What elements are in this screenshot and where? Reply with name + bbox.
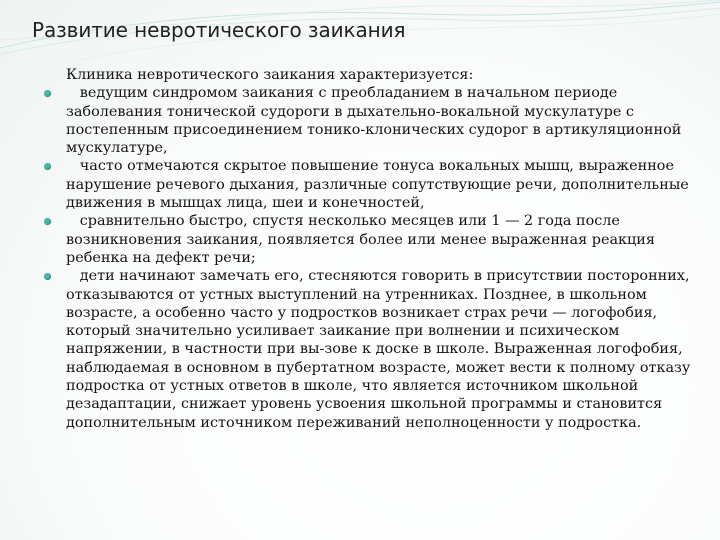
slide-content bbox=[40, 66, 710, 534]
list-item bbox=[40, 157, 710, 212]
list-item bbox=[40, 267, 710, 432]
bullet-dot-icon bbox=[44, 273, 51, 280]
list-item bbox=[40, 212, 710, 267]
bullet-dot-icon bbox=[44, 90, 51, 97]
bullet-text: дети начинают замечать его, стесняются говорить в присутствии посторонних, отказываются от устных выступлений на утренниках. Позднее, в школьном возрасте, а особенно часто у подростков возникает страх речи — логофобия, который значительно усиливает заикание при волнении и психическом напряжении, в частности при вы-зове к доске в школе. Выраженная логофобия, наблюдаемая в основном в пубертатном возрасте, может вести к полному отказу подростка от устных ответов в школе, что является источником школьной дезадаптации, снижает уровень усвоения школьной программы и становится дополнительным источником переживаний неполноценности у подростка. bbox=[66, 268, 691, 431]
bullet-dot-icon bbox=[44, 163, 51, 170]
bullet-list bbox=[40, 84, 710, 432]
bullet-dot-icon bbox=[44, 218, 51, 225]
bullet-text: сравнительно быстро, спустя несколько месяцев или 1 — 2 года после возникновения заикания, появляется более или менее выраженная реакция ребенка на дефект речи; bbox=[66, 213, 655, 266]
bullet-text: ведущим синдромом заикания с преобладанием в начальном периоде заболевания тонической судороги в дыхательно-вокальной мускулатуре с постепенным присоединением тонико-клонических судорог в артикуляционной мускулатуре, bbox=[66, 85, 682, 157]
intro-text: Клиника невротического заикания характеризуется: bbox=[66, 67, 474, 83]
slide-title: Развитие невротического заикания bbox=[32, 18, 406, 42]
bullet-text: часто отмечаются скрытое повышение тонуса вокальных мышц, выраженное нарушение речевого дыхания, различные сопутствующие речи, дополнительные движения в мышцах лица, шеи и конечностей, bbox=[66, 158, 689, 212]
list-item bbox=[40, 84, 710, 157]
